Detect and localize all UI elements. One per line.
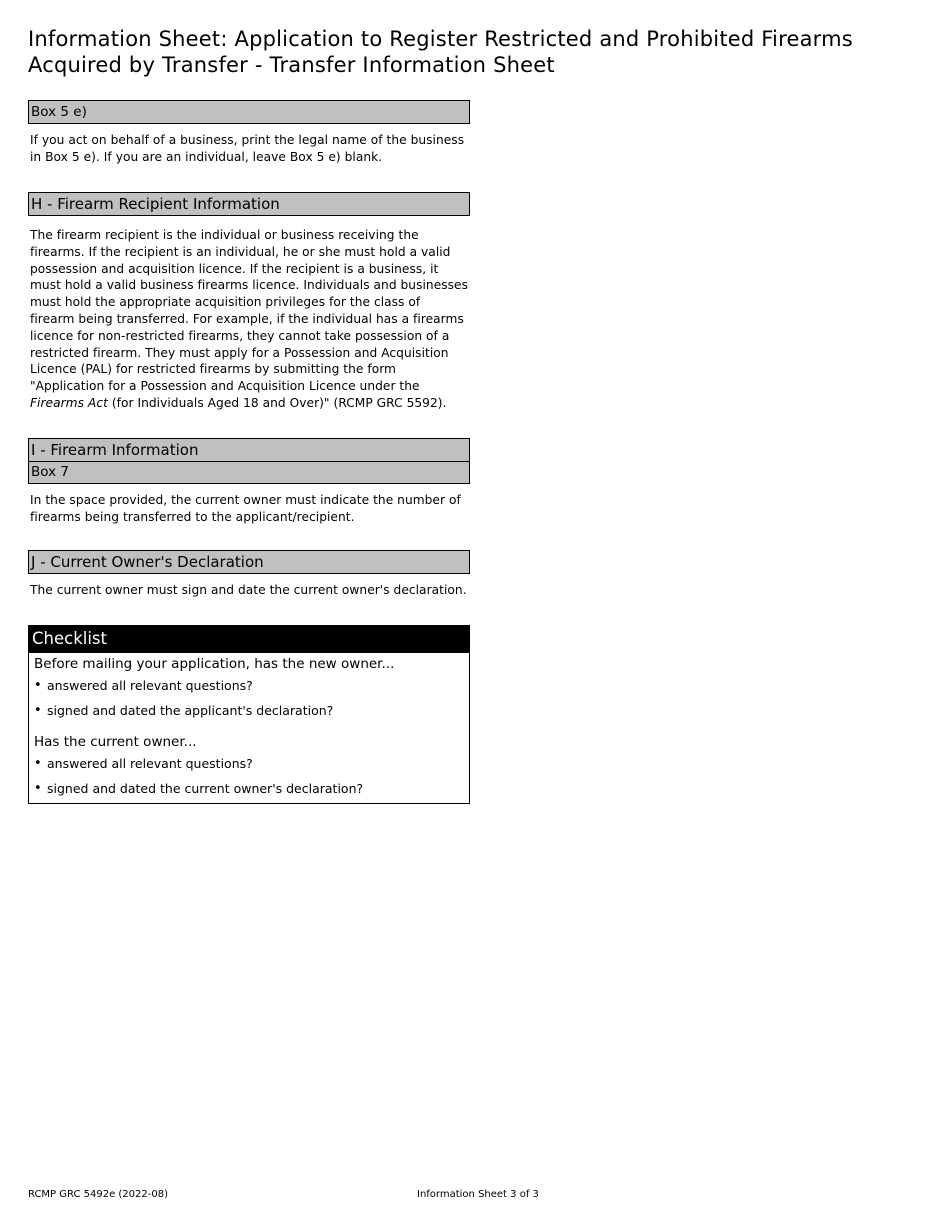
new-owner-question: Before mailing your application, has the new owner... [34,656,395,672]
section-j [28,550,470,599]
list-item [34,678,464,694]
footer-page-info: Information Sheet 3 of 3 [417,1189,539,1200]
section-i-header: I - Firearm Information [28,438,470,462]
section-i-subheader: Box 7 [28,461,470,484]
section-i-text: In the space provided, the current owner must indicate the number of firearms being transferred to the applicant/recipient. [30,493,461,524]
page-title-line1: Information Sheet: Application to Register Restricted and Prohibited Firearms [28,27,853,51]
firearms-act-italic: Firearms Act [30,395,108,410]
section-i [28,438,470,526]
section-j-text: The current owner must sign and date the current owner's declaration. [30,583,467,597]
page-title-line2: Acquired by Transfer - Transfer Information Sheet [28,53,555,77]
list-item-text: signed and dated the applicant's declaration? [47,703,334,718]
list-item [34,781,464,797]
list-item [34,756,464,772]
section-h [28,192,470,412]
box5e-text: If you act on behalf of a business, print the legal name of the business in Box 5 e). If you are an individual, leave Box 5 e) blank. [30,133,465,164]
list-item-text: answered all relevant questions? [47,756,253,771]
bullet-icon: • [34,678,42,693]
page-title [28,26,928,78]
box5e-header: Box 5 e) [28,100,470,124]
section-h-text-end: (for Individuals Aged 18 and Over)" (RCMP GRC 5592). [107,395,447,410]
list-item-text: answered all relevant questions? [47,678,253,693]
checklist [28,625,470,804]
bullet-icon: • [34,703,42,718]
bullet-icon: • [34,781,42,796]
checklist-box [28,625,470,804]
checklist-header: Checklist [29,626,469,653]
section-h-header: H - Firearm Recipient Information [28,192,470,216]
checklist-body [29,653,469,803]
current-owner-question: Has the current owner... [34,734,197,750]
section-box5e [28,100,470,166]
footer-form-number: RCMP GRC 5492e (2022-08) [28,1189,168,1200]
bullet-icon: • [34,756,42,771]
section-h-text [28,227,470,412]
list-item-text: signed and dated the current owner's declaration? [47,781,364,796]
list-item [34,703,464,719]
section-h-text-main: The firearm recipient is the individual or business receiving the firearms. If the recipient is an individual, he or she must hold a valid possession and acquisition licence. If the recipient is a business, it must hold a valid business firearms licence. Individuals and businesses must hold the appropriate acquisition privileges for the class of firearm being transferred. For example, if the individual has a firearms licence for non-restricted firearms, they cannot take possession of a restricted firearm. They must apply for a Possession and Acquisition Licence (PAL) for restricted firearms by submitting the form "Application for a Possession and Acquisition Licence under the [30,228,468,394]
section-j-header: J - Current Owner's Declaration [28,550,470,574]
